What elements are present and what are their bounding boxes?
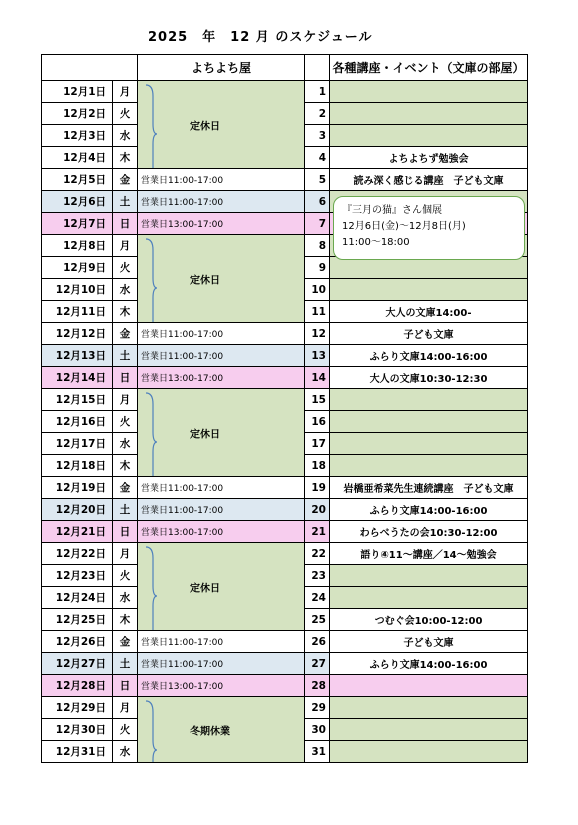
event-cell: ふらり文庫14:00-16:00 bbox=[330, 499, 528, 521]
event-cell bbox=[330, 81, 528, 103]
event-cell: 子ども文庫 bbox=[330, 323, 528, 345]
event-cell: 大人の文庫14:00- bbox=[330, 301, 528, 323]
day-number-cell: 7 bbox=[305, 213, 330, 235]
business-hours-cell: 営業日11:00-17:00 bbox=[138, 631, 305, 653]
weekday-cell: 金 bbox=[113, 169, 138, 191]
day-number-cell: 20 bbox=[305, 499, 330, 521]
weekday-cell: 日 bbox=[113, 367, 138, 389]
closed-label: 定休日 bbox=[190, 429, 220, 440]
weekday-cell: 木 bbox=[113, 147, 138, 169]
date-cell: 12月15日 bbox=[42, 389, 113, 411]
weekday-cell: 金 bbox=[113, 323, 138, 345]
weekday-cell: 木 bbox=[113, 301, 138, 323]
weekday-cell: 金 bbox=[113, 631, 138, 653]
brace-icon bbox=[144, 392, 158, 477]
date-cell: 12月5日 bbox=[42, 169, 113, 191]
schedule-row bbox=[42, 675, 528, 697]
schedule-row bbox=[42, 367, 528, 389]
event-cell bbox=[330, 455, 528, 477]
schedule-row bbox=[42, 499, 528, 521]
business-hours-cell: 営業日11:00-17:00 bbox=[138, 477, 305, 499]
day-number-cell: 17 bbox=[305, 433, 330, 455]
date-cell: 12月2日 bbox=[42, 103, 113, 125]
day-number-cell: 9 bbox=[305, 257, 330, 279]
event-cell bbox=[330, 433, 528, 455]
date-cell: 12月31日 bbox=[42, 741, 113, 763]
date-cell: 12月30日 bbox=[42, 719, 113, 741]
date-cell: 12月18日 bbox=[42, 455, 113, 477]
date-cell: 12月22日 bbox=[42, 543, 113, 565]
event-cell: 大人の文庫10:30-12:30 bbox=[330, 367, 528, 389]
day-number-cell: 26 bbox=[305, 631, 330, 653]
weekday-cell: 月 bbox=[113, 389, 138, 411]
header-row bbox=[42, 55, 528, 81]
weekday-cell: 木 bbox=[113, 455, 138, 477]
day-number-cell: 2 bbox=[305, 103, 330, 125]
event-cell bbox=[330, 389, 528, 411]
schedule-row bbox=[42, 169, 528, 191]
event-cell: 読み深く感じる講座 子ども文庫 bbox=[330, 169, 528, 191]
weekday-cell: 月 bbox=[113, 697, 138, 719]
date-cell: 12月20日 bbox=[42, 499, 113, 521]
day-number-cell: 4 bbox=[305, 147, 330, 169]
day-number-cell: 30 bbox=[305, 719, 330, 741]
event-cell: 語り④11～講座／14～勉強会 bbox=[330, 543, 528, 565]
event-cell: わらべうたの会10:30-12:00 bbox=[330, 521, 528, 543]
weekday-cell: 水 bbox=[113, 433, 138, 455]
exhibition-dates: 12月6日(金)～12月8日(月) bbox=[342, 221, 466, 232]
date-cell: 12月16日 bbox=[42, 411, 113, 433]
weekday-cell: 火 bbox=[113, 719, 138, 741]
weekday-cell: 月 bbox=[113, 235, 138, 257]
weekday-cell: 月 bbox=[113, 81, 138, 103]
day-number-cell: 15 bbox=[305, 389, 330, 411]
day-number-cell: 18 bbox=[305, 455, 330, 477]
business-hours-cell: 営業日13:00-17:00 bbox=[138, 213, 305, 235]
schedule-row bbox=[42, 631, 528, 653]
business-hours-cell: 営業日11:00-17:00 bbox=[138, 191, 305, 213]
event-cell: ふらり文庫14:00-16:00 bbox=[330, 653, 528, 675]
brace-icon bbox=[144, 546, 158, 631]
day-number-cell: 29 bbox=[305, 697, 330, 719]
schedule-row bbox=[42, 81, 528, 103]
date-cell: 12月29日 bbox=[42, 697, 113, 719]
exhibition-callout bbox=[333, 196, 525, 260]
event-cell: つむぐ会10:00-12:00 bbox=[330, 609, 528, 631]
day-number-cell: 8 bbox=[305, 235, 330, 257]
event-cell bbox=[330, 719, 528, 741]
header-num-blank bbox=[305, 55, 330, 81]
day-number-cell: 3 bbox=[305, 125, 330, 147]
event-cell bbox=[330, 675, 528, 697]
closed-label: 定休日 bbox=[190, 583, 220, 594]
weekday-cell: 火 bbox=[113, 103, 138, 125]
event-cell: 岩橋亜希菜先生連続講座 子ども文庫 bbox=[330, 477, 528, 499]
page-title: 2025 年 12 月 のスケジュール bbox=[148, 30, 373, 45]
day-number-cell: 11 bbox=[305, 301, 330, 323]
closed-label: 定休日 bbox=[190, 121, 220, 132]
business-hours-cell: 営業日11:00-17:00 bbox=[138, 169, 305, 191]
closed-period-cell bbox=[138, 697, 305, 763]
day-number-cell: 5 bbox=[305, 169, 330, 191]
event-cell bbox=[330, 741, 528, 763]
day-number-cell: 12 bbox=[305, 323, 330, 345]
brace-icon bbox=[144, 700, 158, 763]
weekday-cell: 火 bbox=[113, 565, 138, 587]
business-hours-cell: 営業日11:00-17:00 bbox=[138, 653, 305, 675]
day-number-cell: 6 bbox=[305, 191, 330, 213]
schedule-row bbox=[42, 521, 528, 543]
date-cell: 12月12日 bbox=[42, 323, 113, 345]
header-shop: よちよち屋 bbox=[138, 55, 305, 81]
date-cell: 12月24日 bbox=[42, 587, 113, 609]
event-cell: 子ども文庫 bbox=[330, 631, 528, 653]
schedule-row bbox=[42, 543, 528, 565]
day-number-cell: 1 bbox=[305, 81, 330, 103]
weekday-cell: 金 bbox=[113, 477, 138, 499]
event-cell bbox=[330, 411, 528, 433]
business-hours-cell: 営業日13:00-17:00 bbox=[138, 675, 305, 697]
schedule-row bbox=[42, 697, 528, 719]
day-number-cell: 13 bbox=[305, 345, 330, 367]
event-cell bbox=[330, 279, 528, 301]
weekday-cell: 水 bbox=[113, 279, 138, 301]
weekday-cell: 日 bbox=[113, 213, 138, 235]
date-cell: 12月7日 bbox=[42, 213, 113, 235]
header-events: 各種講座・イベント（文庫の部屋） bbox=[330, 55, 528, 81]
business-hours-cell: 営業日13:00-17:00 bbox=[138, 367, 305, 389]
date-cell: 12月25日 bbox=[42, 609, 113, 631]
day-number-cell: 10 bbox=[305, 279, 330, 301]
date-cell: 12月19日 bbox=[42, 477, 113, 499]
day-number-cell: 25 bbox=[305, 609, 330, 631]
weekday-cell: 水 bbox=[113, 587, 138, 609]
weekday-cell: 土 bbox=[113, 191, 138, 213]
date-cell: 12月4日 bbox=[42, 147, 113, 169]
weekday-cell: 土 bbox=[113, 653, 138, 675]
day-number-cell: 24 bbox=[305, 587, 330, 609]
day-number-cell: 22 bbox=[305, 543, 330, 565]
schedule-table bbox=[41, 54, 528, 763]
closed-label: 定休日 bbox=[190, 275, 220, 286]
business-hours-cell: 営業日11:00-17:00 bbox=[138, 345, 305, 367]
date-cell: 12月9日 bbox=[42, 257, 113, 279]
date-cell: 12月6日 bbox=[42, 191, 113, 213]
weekday-cell: 火 bbox=[113, 411, 138, 433]
weekday-cell: 土 bbox=[113, 345, 138, 367]
event-cell bbox=[330, 103, 528, 125]
closed-period-cell bbox=[138, 543, 305, 631]
closed-period-cell bbox=[138, 235, 305, 323]
event-cell bbox=[330, 565, 528, 587]
date-cell: 12月3日 bbox=[42, 125, 113, 147]
weekday-cell: 水 bbox=[113, 125, 138, 147]
date-cell: 12月1日 bbox=[42, 81, 113, 103]
closed-period-cell bbox=[138, 389, 305, 477]
day-number-cell: 28 bbox=[305, 675, 330, 697]
schedule-row bbox=[42, 345, 528, 367]
date-cell: 12月28日 bbox=[42, 675, 113, 697]
weekday-cell: 日 bbox=[113, 675, 138, 697]
day-number-cell: 27 bbox=[305, 653, 330, 675]
business-hours-cell: 営業日11:00-17:00 bbox=[138, 499, 305, 521]
schedule-row bbox=[42, 653, 528, 675]
date-cell: 12月8日 bbox=[42, 235, 113, 257]
brace-icon bbox=[144, 238, 158, 323]
date-cell: 12月21日 bbox=[42, 521, 113, 543]
weekday-cell: 日 bbox=[113, 521, 138, 543]
date-cell: 12月26日 bbox=[42, 631, 113, 653]
day-number-cell: 16 bbox=[305, 411, 330, 433]
day-number-cell: 14 bbox=[305, 367, 330, 389]
weekday-cell: 木 bbox=[113, 609, 138, 631]
weekday-cell: 月 bbox=[113, 543, 138, 565]
business-hours-cell: 営業日13:00-17:00 bbox=[138, 521, 305, 543]
closed-label: 冬期休業 bbox=[190, 726, 230, 737]
brace-icon bbox=[144, 84, 158, 169]
event-cell bbox=[330, 587, 528, 609]
day-number-cell: 21 bbox=[305, 521, 330, 543]
weekday-cell: 火 bbox=[113, 257, 138, 279]
date-cell: 12月27日 bbox=[42, 653, 113, 675]
header-blank bbox=[42, 55, 138, 81]
date-cell: 12月17日 bbox=[42, 433, 113, 455]
business-hours-cell: 営業日11:00-17:00 bbox=[138, 323, 305, 345]
exhibition-title: 『三月の猫』さん個展 bbox=[342, 205, 442, 216]
weekday-cell: 水 bbox=[113, 741, 138, 763]
schedule-row bbox=[42, 477, 528, 499]
date-cell: 12月13日 bbox=[42, 345, 113, 367]
date-cell: 12月23日 bbox=[42, 565, 113, 587]
date-cell: 12月10日 bbox=[42, 279, 113, 301]
event-cell bbox=[330, 697, 528, 719]
event-cell: ふらり文庫14:00-16:00 bbox=[330, 345, 528, 367]
schedule-row bbox=[42, 323, 528, 345]
day-number-cell: 31 bbox=[305, 741, 330, 763]
weekday-cell: 土 bbox=[113, 499, 138, 521]
event-cell: よちよちず勉強会 bbox=[330, 147, 528, 169]
closed-period-cell bbox=[138, 81, 305, 169]
event-cell bbox=[330, 125, 528, 147]
day-number-cell: 23 bbox=[305, 565, 330, 587]
day-number-cell: 19 bbox=[305, 477, 330, 499]
date-cell: 12月11日 bbox=[42, 301, 113, 323]
date-cell: 12月14日 bbox=[42, 367, 113, 389]
schedule-row bbox=[42, 389, 528, 411]
exhibition-hours: 11:00～18:00 bbox=[342, 237, 410, 248]
